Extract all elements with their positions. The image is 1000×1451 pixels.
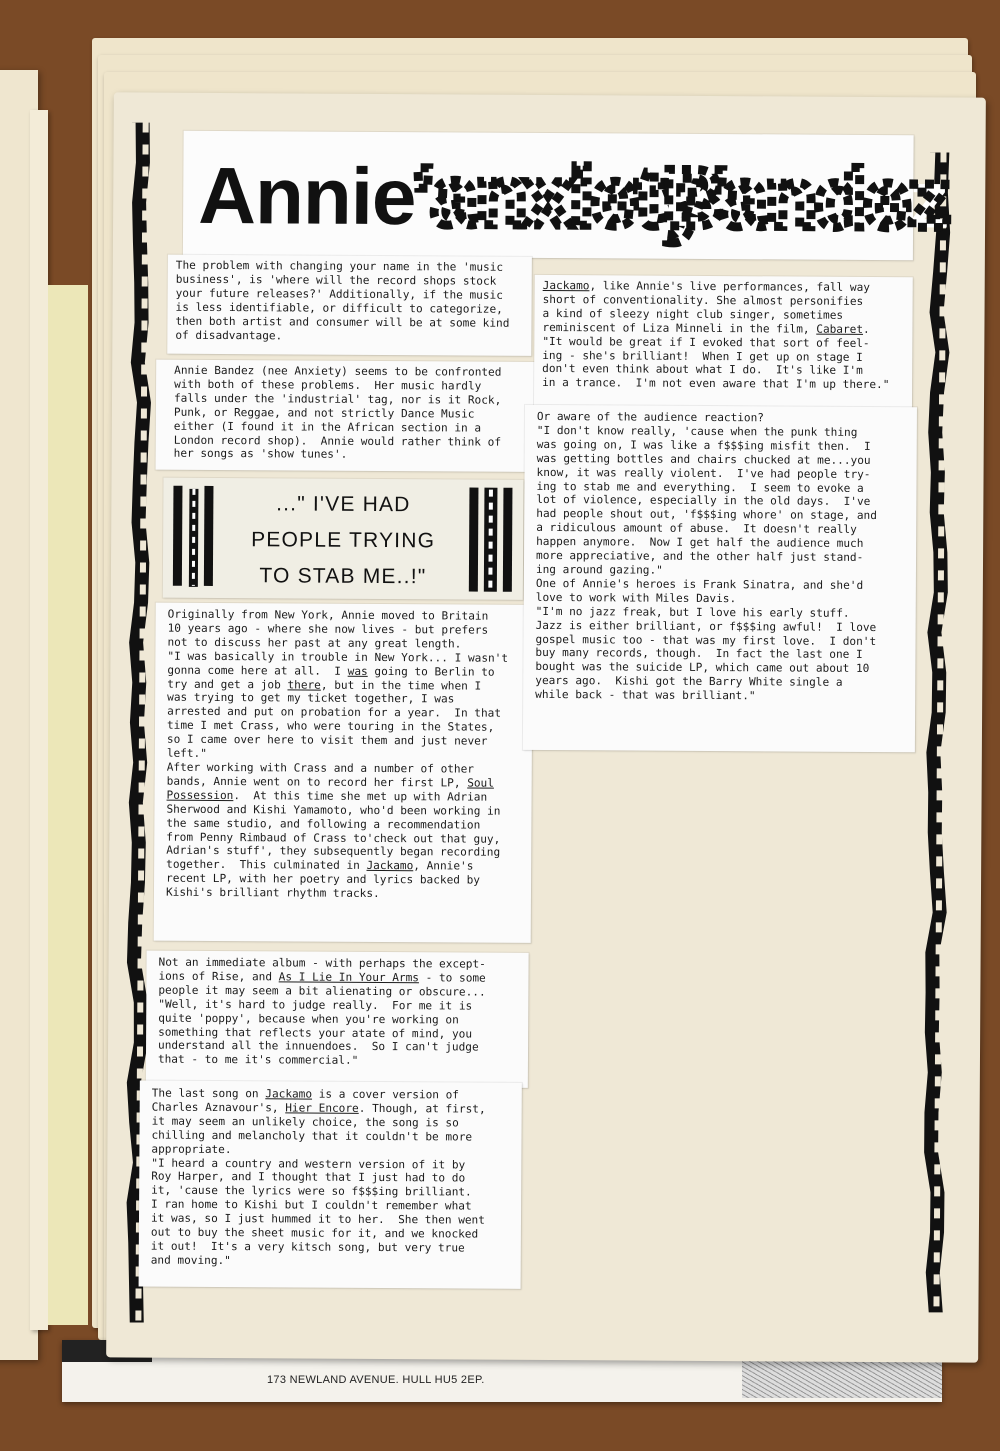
article-clip-1	[167, 255, 532, 356]
article-text: then both artist and consumer will be at some kind	[175, 314, 510, 330]
article-text: buy many records, though. In fact the last one I	[535, 646, 863, 662]
article-text: "I'm no jazz freak, but I love his early stuff.	[535, 604, 850, 620]
article-text: was going on, I was like a f$$$ing misfit then. I	[536, 437, 871, 453]
article-text: One of Annie's heroes is Frank Sinatra, and she'd	[535, 576, 864, 592]
article-clip-5	[139, 1081, 522, 1289]
quote-bars-left	[169, 486, 220, 591]
svg-text:Annie: Annie	[197, 150, 416, 242]
pull-quote	[228, 486, 459, 595]
pull-quote-box	[163, 478, 524, 600]
background-strip	[48, 285, 88, 1325]
article-text: "Well, it's hard to judge really. For me it is	[158, 997, 473, 1013]
article-text: time I met Crass, who were touring in the States,	[166, 718, 495, 734]
article-text: falls under the 'industrial' tag, nor is it Rock,	[173, 391, 502, 407]
article-text: lot of violence, especially in the old days. I've	[536, 493, 871, 509]
article-text: it was, so I just hummed it to her. She then went	[150, 1211, 485, 1227]
article-text: Jackamo, like Annie's live performances, fall way	[542, 278, 871, 294]
article-text: The last song on Jackamo is a cover version of	[151, 1086, 460, 1102]
pull-quote-line: PEOPLE TRYING	[251, 528, 436, 553]
article-text: had people shout out, 'f$$$ing whore' on stage, and	[536, 507, 877, 523]
article-text: arrested and put on probation for a year. In that	[167, 705, 502, 721]
quote-bars-right	[465, 488, 521, 596]
article-text: her songs as 'show tunes'.	[173, 447, 348, 462]
article-text: while back - that was brilliant."	[535, 688, 756, 703]
article-text: in a trance. I'm not even aware that I'm up there."	[542, 376, 890, 392]
article-text: understand all the innuendoes. So I can't judge	[158, 1039, 479, 1055]
article-text: that - to me it's commercial."	[157, 1052, 359, 1068]
article-text: Originally from New York, Annie moved to Britain	[167, 607, 489, 623]
article-text: and moving."	[150, 1253, 231, 1267]
article-text: it may seem an unlikely choice, the song is so	[151, 1114, 459, 1130]
article-text: is less identifiable, or difficult to categorize,	[175, 300, 503, 316]
article-text: Charles Aznavour's, Hier Encore. Though, at first,	[151, 1100, 486, 1116]
article-text: know, it was really violent. I've had people try-	[536, 465, 871, 481]
article-text: the same studio, and following a recommendation	[166, 816, 481, 832]
article-text: reminiscent of Liza Minneli in the film, Cabaret.	[542, 320, 870, 336]
svg-text:Bandez: Bandez	[662, 152, 950, 246]
article-text: The problem with changing your name in the 'music	[175, 258, 504, 274]
svg-text:'anxiety': 'anxiety'	[412, 151, 727, 245]
article-text: Adrian's stuff', they subsequently began recording	[166, 844, 501, 860]
article-text: don't even think about what I do. It's like I'm	[542, 362, 863, 378]
article-text: gospel music too - that was my first love. I don't	[535, 632, 877, 648]
article-text: bands, Annie went on to record her first LP, Soul	[166, 774, 494, 790]
right-border-rail	[914, 152, 953, 1332]
article-text: either (I found it in the African section in a	[173, 419, 482, 435]
article-text: it, 'cause the lyrics were so f$$$ing brilliant.	[151, 1183, 472, 1199]
article-text: Possession. At this time she met up with Adrian	[166, 788, 488, 804]
article-text: ing to stab me and everything. I seem to evoke a	[536, 479, 864, 495]
article-text: "I was basically in trouble in New York... I wasn't	[167, 649, 509, 665]
article-text: quite 'poppy', because when you're working on	[158, 1011, 459, 1027]
article-clip-7	[523, 405, 917, 752]
article-text: try and get a job there, but in the time when I	[167, 677, 482, 693]
article-text: London record shop). Annie would rather think of	[173, 433, 502, 449]
article-text: your future releases?' Additionally, if the music	[175, 286, 503, 302]
pull-quote-line: ..." I'VE HAD	[276, 492, 411, 517]
article-text: love to work with Miles Davis.	[535, 590, 737, 605]
article-text: people it may seem a bit alienating or obscure...	[158, 983, 486, 999]
article-text: recent LP, with her poetry and lyrics backed by	[166, 871, 481, 887]
article-text: together. This culminated in Jackamo, Annie's	[166, 857, 474, 873]
pull-quote-line: TO STAB ME..!"	[259, 564, 427, 589]
article-text: "I heard a country and western version of it by	[151, 1156, 466, 1172]
title-art	[183, 131, 950, 260]
article-text: Sherwood and Kishi Yamamoto, who'd been working in	[166, 802, 501, 818]
article-text: left."	[166, 746, 207, 760]
article-text: not to discuss her past at any great length.	[167, 635, 462, 651]
article-text: Punk, or Reggae, and not strictly Dance Music	[173, 405, 475, 421]
article-text: a ridiculous amount of abuse. It doesn't really	[536, 521, 857, 537]
article-clip-3	[154, 603, 533, 943]
article-text: more appreciative, and the other half just stand-	[536, 548, 864, 564]
footer-address: 173 NEWLAND AVENUE. HULL HU5 2EP.	[267, 1374, 485, 1386]
article-text: ions of Rise, and As I Lie In Your Arms - to some	[158, 969, 486, 985]
article-text: short of conventionality. She almost personifies	[542, 292, 864, 308]
article-text: of disadvantage.	[175, 328, 283, 342]
article-text: I ran home to Kishi but I couldn't remember what	[151, 1197, 472, 1213]
article-text: bought was the suicide LP, which came out about 10	[535, 660, 870, 676]
article-text: from Penny Rimbaud of Crass to'check out that guy,	[166, 830, 501, 846]
article-text: appropriate.	[151, 1142, 232, 1156]
article-text: a kind of sleezy night club singer, sometimes	[542, 306, 844, 322]
article-clip-4	[146, 951, 529, 1088]
article-text: was getting bottles and chairs chucked at me...you	[536, 451, 871, 467]
article-clip-2	[156, 360, 541, 472]
article-text: 10 years ago - where she now lives - but prefers	[167, 621, 489, 637]
article-text: Not an immediate album - with perhaps the except-	[158, 955, 486, 971]
article-text: Kishi's brilliant rhythm tracks.	[165, 885, 380, 901]
article-clip-6	[534, 275, 913, 409]
article-text: After working with Crass and a number of other	[166, 760, 475, 776]
article-text: ing - she's brilliant! When I get up on stage I	[542, 348, 863, 364]
article-text: "It would be great if I evoked that sort of feel-	[542, 334, 870, 350]
article-text: with both of these problems. Her music hardly	[174, 377, 482, 393]
article-text: it out! It's a very kitsch song, but very true	[150, 1239, 465, 1255]
article-text: business', is 'where will the record shops stock	[175, 272, 497, 288]
article-text: chilling and melancholy that it couldn't be more	[151, 1128, 473, 1144]
article-text: ing around gazing."	[535, 562, 663, 577]
title-box	[183, 131, 950, 260]
article-text: out to buy the sheet music for it, and we knocked	[150, 1225, 479, 1241]
fanzine-page	[106, 92, 986, 1362]
background-sheet-left-inner	[30, 110, 48, 1330]
article-text: Or aware of the audience reaction?	[536, 409, 765, 425]
article-text: was trying to get my ticket together, I was	[167, 691, 455, 706]
article-text: something that reflects your atate of mind, you	[158, 1025, 473, 1041]
article-text: Annie Bandez (nee Anxiety) seems to be confronted	[174, 363, 502, 379]
article-text: happen anymore. Now I get half the audience much	[536, 535, 864, 551]
article-text: "I don't know really, 'cause when the punk thing	[536, 423, 858, 439]
article-text: Roy Harper, and I thought that I just had to do	[151, 1170, 466, 1185]
article-text: Jazz is either brilliant, or f$$$ing awful! I love	[535, 618, 877, 634]
article-text: so I came over here to visit them and just never	[166, 732, 488, 748]
article-text: gonna come here at all. I was going to Berlin to	[167, 663, 495, 679]
article-text: years ago. Kishi got the Barry White single a	[535, 674, 843, 690]
